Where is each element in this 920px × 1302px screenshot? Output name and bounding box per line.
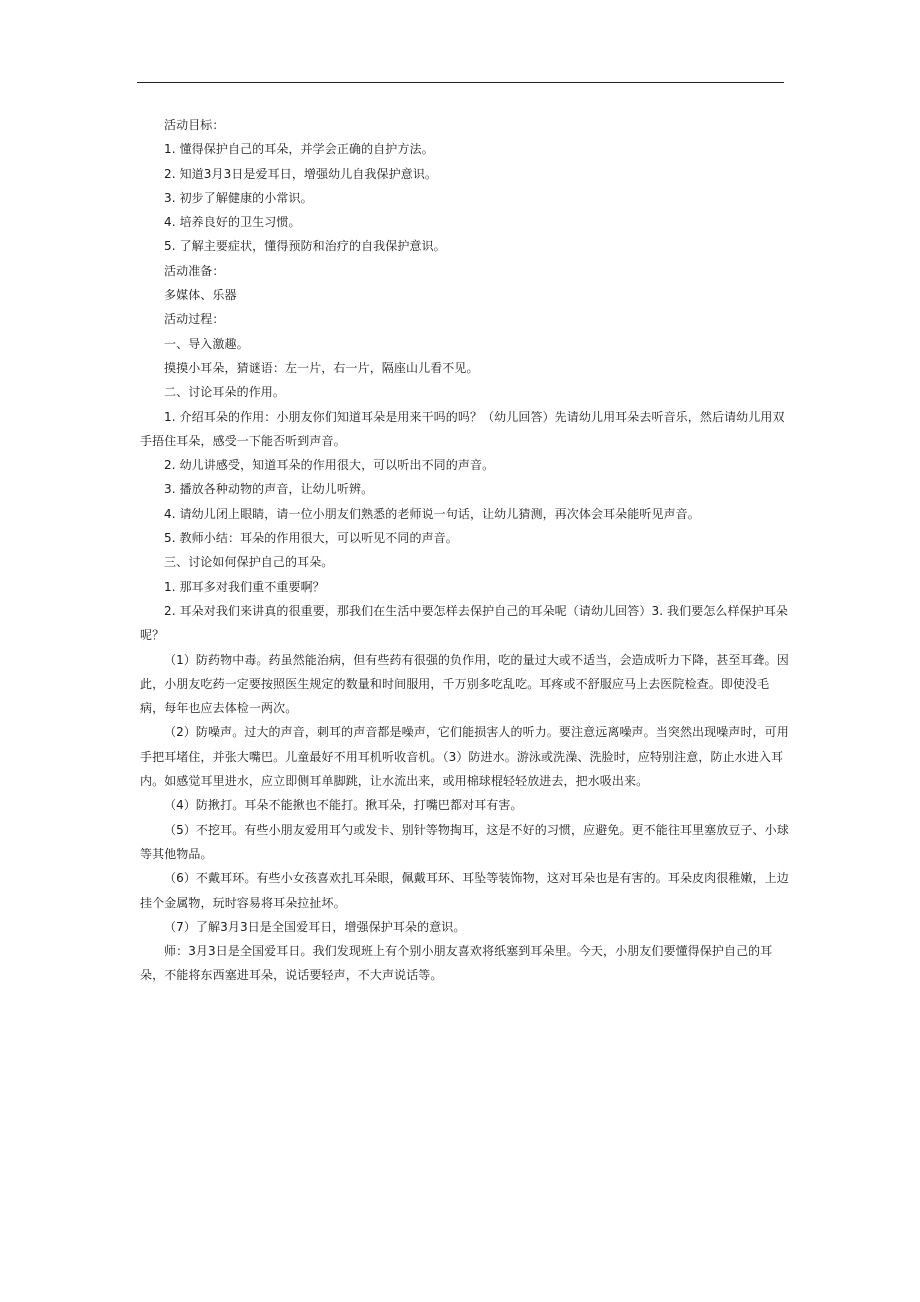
step2-item-4: 4. 请幼儿闭上眼睛，请一位小朋友们熟悉的老师说一句话，让幼儿猜测，再次体会耳朵能听见声音。: [164, 506, 700, 521]
tip-5: （5）不挖耳。有些小朋友爱用耳勺或发卡、别针等物掏耳，这是不好的习惯，应避免。更不能往耳里塞放豆子、小球等其他物品。: [140, 822, 789, 861]
step1-text: 摸摸小耳朵，猜谜语：左一片，右一片，隔座山儿看不见。: [164, 360, 479, 375]
tip-1: （1）防药物中毒。药虽然能治病，但有些药有很强的负作用，吃的量过大或不适当，会造成听力下降，甚至耳聋。因此，小朋友吃药一定要按照医生规定的数量和时间服用，千万别多吃乱吃。耳疼或不舒服应马上去医院检查。即使没毛病，每年也应去体检一两次。: [140, 652, 789, 716]
process-title: 活动过程：: [164, 312, 225, 327]
goals-title: 活动目标：: [164, 118, 225, 132]
closing-text: 师：3月3日是全国爱耳日。我们发现班上有个别小朋友喜欢将纸塞到耳朵里。今天，小朋友们要懂得保护自己的耳朵，不能将东西塞进耳朵，说话要轻声，不大声说话等。: [140, 944, 773, 983]
step1-title: 一、导入激趣。: [164, 336, 249, 351]
prep-items: 多媒体、乐器: [164, 288, 237, 303]
step3-item-2: 2. 耳朵对我们来讲真的很重要，那我们在生活中要怎样去保护自己的耳朵呢（请幼儿回答）3. 我们要怎么样保护耳朵呢？: [140, 603, 789, 643]
goal-item-3: 3. 初步了解健康的小常识。: [164, 190, 313, 205]
document-body: [140, 113, 792, 988]
tip-2: （2）防噪声。过大的声音，刺耳的声音都是噪声，它们能损害人的听力。要注意远离噪声。当突然出现噪声时，可用手把耳堵住，并张大嘴巴。儿童最好不用耳机听收音机。（3）防进水。游泳或洗澡、洗脸时，应特别注意，防止水进入耳内。如感觉耳里进水，应立即侧耳单脚跳，让水流出来，或用棉球棍轻轻放进去，把水吸出来。: [140, 725, 789, 789]
step3-item-1: 1. 那耳多对我们重不重要啊？: [164, 579, 325, 594]
goal-item-5: 5. 了解主要症状，懂得预防和治疗的自我保护意识。: [164, 239, 446, 254]
step2-item-2: 2. 幼儿讲感受，知道耳朵的作用很大，可以听出不同的声音。: [164, 458, 495, 473]
header-rule: [137, 82, 784, 83]
goal-item-1: 1. 懂得保护自己的耳朵，并学会正确的自护方法。: [164, 142, 434, 157]
tip-7: （7）了解3月3日是全国爱耳日，增强保护耳朵的意识。: [164, 919, 466, 934]
goal-item-4: 4. 培养良好的卫生习惯。: [164, 215, 301, 230]
goal-item-2: 2. 知道3月3日是爱耳日，增强幼儿自我保护意识。: [164, 166, 438, 181]
step2-item-3: 3. 播放各种动物的声音，让幼儿听辨。: [164, 482, 374, 497]
tip-4: （4）防揪打。耳朵不能揪也不能打。揪耳朵，打嘴巴都对耳有害。: [164, 798, 523, 813]
step3-title: 三、讨论如何保护自己的耳朵。: [164, 555, 334, 570]
prep-title: 活动准备：: [164, 263, 225, 278]
tip-6: （6）不戴耳环。有些小女孩喜欢扎耳朵眼，佩戴耳环、耳坠等装饰物，这对耳朵也是有害的。耳朵皮肉很稚嫩，上边挂个金属物，玩时容易将耳朵拉扯坏。: [140, 871, 789, 910]
step2-title: 二、讨论耳朵的作用。: [164, 385, 286, 400]
step2-item-5: 5. 教师小结：耳朵的作用很大，可以听见不同的声音。: [164, 531, 458, 546]
step2-item-1: 1. 介绍耳朵的作用：小朋友你们知道耳朵是用来干吗的吗？（幼儿回答）先请幼儿用耳朵去听音乐，然后请幼儿用双手捂住耳朵，感受一下能否听到声音。: [140, 409, 785, 448]
